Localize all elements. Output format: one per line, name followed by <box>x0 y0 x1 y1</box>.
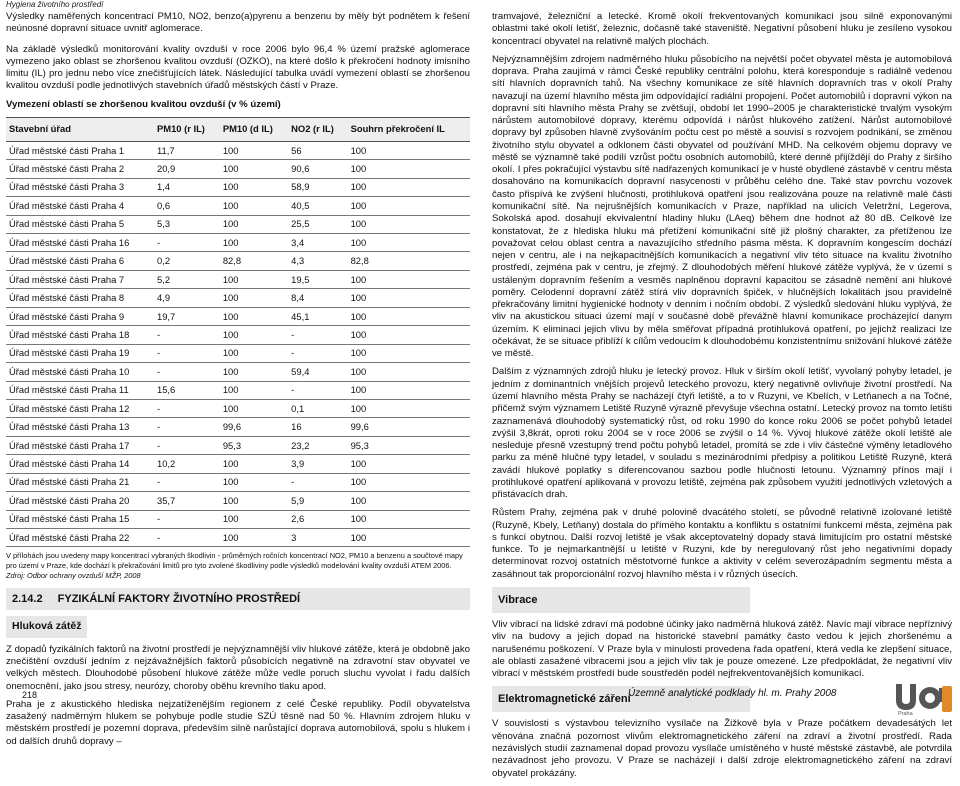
table-cell: - <box>154 529 220 547</box>
page-number: 218 <box>22 690 38 700</box>
table-cell: 100 <box>220 215 288 233</box>
table-cell: 11,7 <box>154 141 220 159</box>
table-cell: 95,3 <box>220 436 288 454</box>
table-cell: 5,9 <box>288 492 347 510</box>
table-cell: Úřad městské části Praha 19 <box>6 344 154 362</box>
table-cell: Úřad městské části Praha 7 <box>6 270 154 288</box>
table-cell: 90,6 <box>288 160 347 178</box>
table-cell: Úřad městské části Praha 13 <box>6 418 154 436</box>
table-cell: 100 <box>220 529 288 547</box>
table-cell: 100 <box>348 326 470 344</box>
table-cell: 100 <box>348 344 470 362</box>
table-cell: 35,7 <box>154 492 220 510</box>
table-cell: Úřad městské části Praha 17 <box>6 436 154 454</box>
table-row <box>6 215 470 233</box>
table-source: Zdroj: Odbor ochrany ovzduší MŽP, 2008 <box>6 570 141 580</box>
table-cell: 19,7 <box>154 307 220 325</box>
table-cell: Úřad městské části Praha 16 <box>6 234 154 252</box>
table-cell: 99,6 <box>348 418 470 436</box>
table-cell: 100 <box>220 473 288 491</box>
table-cell: 100 <box>348 492 470 510</box>
table-row <box>6 270 470 288</box>
table-cell: 3 <box>288 529 347 547</box>
intro-paragraph: Výsledky naměřených koncentrací PM10, NO2, benzo(a)pyrenu a benzenu by měly být podnětem k řešení neúnosné dopravní situace uvnitř aglomerace. <box>6 11 470 35</box>
section-title: FYZIKÁLNÍ FAKTORY ŽIVOTNÍHO PROSTŘEDÍ <box>57 593 301 606</box>
table-row <box>6 363 470 381</box>
table-cell: 100 <box>220 234 288 252</box>
table-cell: 100 <box>348 363 470 381</box>
right-paragraph-1: tramvajové, železniční a letecké. Kromě okolí frekventovaných komunikací jsou silně exponovanými oblastmi také okolí letišť, železnic, dočasně také staveniště. Negativní působení hluku je zesíleno vysokou koncentrací obyvatel na relativně malých plochách. <box>492 11 952 47</box>
table-cell: 19,5 <box>288 270 347 288</box>
table-cell: 100 <box>220 363 288 381</box>
table-cell: 95,3 <box>348 436 470 454</box>
table-cell: 100 <box>348 197 470 215</box>
table-cell: 10,2 <box>154 455 220 473</box>
noise-paragraph-2: Praha je z akustického hlediska nejzatíženějším regionem z celé České republiky. Podíl obyvatelstva zasažený nadměrným hlukem se pohybuje podle studie SZÚ těsně nad 50 %. Hlavním zdrojem hluku v městském prostředí je pozemní doprava, především silně narůstající doprava automobilová, spolu s hlukem i od dalších druhů dopravy – <box>6 698 470 747</box>
table-cell: 2,6 <box>288 510 347 528</box>
table-cell: 16 <box>288 418 347 436</box>
section-vibrace: Vibrace <box>492 587 750 613</box>
table-cell: 100 <box>348 381 470 399</box>
table-cell: Úřad městské části Praha 21 <box>6 473 154 491</box>
section-heading <box>6 588 470 610</box>
table-cell: Úřad městské části Praha 22 <box>6 529 154 547</box>
table-cell: 100 <box>220 178 288 196</box>
table-cell: Úřad městské části Praha 2 <box>6 160 154 178</box>
right-column <box>492 11 952 786</box>
table-cell: 45,1 <box>288 307 347 325</box>
table-cell: 0,2 <box>154 252 220 270</box>
table-cell: Úřad městské části Praha 6 <box>6 252 154 270</box>
table-cell: 25,5 <box>288 215 347 233</box>
table-cell: 59,4 <box>288 363 347 381</box>
table-cell: Úřad městské části Praha 9 <box>6 307 154 325</box>
table-cell: 100 <box>220 344 288 362</box>
table-cell: - <box>154 363 220 381</box>
table-row <box>6 326 470 344</box>
table-cell: Úřad městské části Praha 8 <box>6 289 154 307</box>
table-cell: 100 <box>348 399 470 417</box>
table-cell: Úřad městské části Praha 5 <box>6 215 154 233</box>
table-cell: 100 <box>348 234 470 252</box>
table-title: Vymezení oblastí se zhoršenou kvalitou ovzduší (v % území) <box>6 98 281 110</box>
table-row <box>6 381 470 399</box>
table-cell: 100 <box>348 160 470 178</box>
table-cell: 20,9 <box>154 160 220 178</box>
table-cell: Úřad městské části Praha 4 <box>6 197 154 215</box>
table-cell: - <box>154 326 220 344</box>
table-row <box>6 252 470 270</box>
right-paragraph-2: Nejvýznamnějším zdrojem nadměrného hluku působícího na největší počet obyvatel města je automobilová doprava. Praha zaujímá v rámci České republiky centrální polohu, která koresponduje s radiálně vedenou sítí hlavních dopravních tahů. Na všechny komunikace ze sítě hlavních dopravních tras v okolí Prahy navazují na území hlavního města jim odpovídající radiální propojení. Počet automobilů i dopravní výkon na dopravní síti hlavního města Prahy se zvětšují, období let 1990–2005 je charakteristické trvalým vysokým nárůstem automobilové dopravy, kterému odpovídá i nárůst hlukového zatížení. Nárůst automobilové dopravy byl způsoben hlavně zvyšováním počtu cest po městě a souvisí s rozvojem podnikání, se změnou životního stylu obyvatel a odklonem části obyvatel od používání MHD. Na celkovém objemu dopravy ve městě se významně také podílí vzrůst počtu osobních automobilů, které denně přijíždějí do Prahy z širšího okolí. I přes pokračující výstavbu sítě nadřazených komunikací je v husté obydlené zástavbě v centru města dosahováno na komunikacích dopravní nasycenosti v průběhu celého dne. Také stav povrchu vozovek často přispívá ke zvýšení hlučnosti, protihluková opatření jsou realizována pouze na relativně malé části komunikační sítě. Na nejrušnějších komunikacích v Praze, například na ulicích Veletržní, Legerova, Sokolská apod. dosahují ekvivalentní hladiny hluku (LAeq) během dne hodnot až 80 dB. Celkově lze konstatovat, že z hlediska hluku má přetížení komunikační sítě již plošný charakter, za přetíženou lze považovat celou oblast centra a navazujícího středního pásma města. K dopravním kongescím dochází nejen v centru, ale i na nejkapacitnějších komunikacích a negativní vliv této situace na kvalitu životního prostředí, zejména pak v centru, je zřejmý. Z dlouhodobých měření hlukové zátěže vyplývá, že v území s ustáleným dopravním řešením a vesměs naplněnou dopravní kapacitou se zásadně nemění ani hlukové poměry. Celodenní dopravní zátěž stírá vliv dopravních špiček, v hlučnějších lokalitách jsou pravidelně překračovány limitní hygienické hodnoty v denním i nočním období. Z výsledků sledování hluku vyplývá, že vliv na akustickou situaci území mají v současné době převážně hlavní komunikace procházející danym územím. K eliminaci jejich vlivu by měla směřovat případná protihluková opatření, po jejichž realizaci lze očekávat, že se situace přiblíží k cílům vedoucím k dlouhodobému konzistentnímu snižování hlukové zátěže ve městě. <box>492 53 952 360</box>
table-cell: 58,9 <box>288 178 347 196</box>
table-cell: 100 <box>348 455 470 473</box>
table-cell: 100 <box>348 473 470 491</box>
table-cell: 82,8 <box>348 252 470 270</box>
table-cell: 100 <box>220 270 288 288</box>
table-cell: - <box>288 326 347 344</box>
table-cell: 100 <box>220 381 288 399</box>
col-header-summary: Souhrn překročení IL <box>348 117 470 141</box>
table-cell: 5,3 <box>154 215 220 233</box>
table-row <box>6 234 470 252</box>
table-cell: - <box>154 399 220 417</box>
uap-logo <box>892 676 954 716</box>
table-cell: 56 <box>288 141 347 159</box>
table-cell: - <box>154 510 220 528</box>
table-row <box>6 141 470 159</box>
table-cell: - <box>154 234 220 252</box>
table-body <box>6 141 470 547</box>
table-cell: Úřad městské části Praha 12 <box>6 399 154 417</box>
logo-caption: Praha <box>898 711 913 717</box>
table-cell: 100 <box>220 326 288 344</box>
table-cell: 100 <box>348 270 470 288</box>
section-emz: Elektromagnetické záření <box>492 686 750 712</box>
table-cell: 4,9 <box>154 289 220 307</box>
table-row <box>6 436 470 454</box>
table-row <box>6 418 470 436</box>
table-row <box>6 455 470 473</box>
table-row <box>6 307 470 325</box>
table-cell: 100 <box>220 307 288 325</box>
table-cell: 1,4 <box>154 178 220 196</box>
table-cell: 40,5 <box>288 197 347 215</box>
right-paragraph-3: Dalším z významných zdrojů hluku je letecký provoz. Hluk v širším okolí letišť, vyvolaný pohyby letadel, je jedním z dominantních vnějších projevů leteckého provozu, který negativně ovlivňuje životní prostředí. Na území hlavního města Prahy se nacházejí čtyři letiště, a to v Ruzyni, ve Kbelích, v Letňanech a na Točné, přičemž svým významem Letiště Ruzyně výrazně převyšuje všechna ostatní. Letecký provoz na tomto letišti zaznamenává dlouhodobý systematický růst, od roku 1990 do konce roku 2006 se počet pohybů letadel zvýšil 3,8krát, oproti roku 2004 se v roce 2006 se zvýšil o 14 %. Vývoj hlukové zátěže okolí letiště ale nesleduje přesně vzestupný trend počtu pohybů letadel, promítá se zde i vliv částečné výměny letadlového parku za méně hlučné typy letadel, v souladu s mezinárodními předpisy a politikou Letiště Ruzyně, která zavádí hlukové poplatky s diferencovanou sazbou podle hlučnosti letounu. Významný přínos mají i protihlukové opatření aplikovaná v provozu letiště, zejména pak způsobem využití jednotlivých vzletových a přistávacích drah. <box>492 366 952 501</box>
emz-paragraph: V souvislosti s výstavbou televizního vysílače na Žižkově byla v Praze počátkem devadesátých let věnována značná pozornost vlivům elektromagnetického záření na zdraví a životní prostředí. Rada nezávislých studií zaznamenal dopad provozu vysílače umístěného v husté městské zástavbě, ale potvrdila nezávadnost jeho provozu. V Praze se nacházejí i další zdroje elektromagnetického záření na zdraví obyvatel prokázány. <box>492 718 952 779</box>
table-row <box>6 160 470 178</box>
table-row <box>6 529 470 547</box>
table-row <box>6 510 470 528</box>
ozko-table <box>6 117 470 548</box>
table-cell: 100 <box>220 510 288 528</box>
table-cell: - <box>154 436 220 454</box>
table-cell: 100 <box>348 510 470 528</box>
table-header-row <box>6 117 470 141</box>
noise-paragraph-1: Z dopadů fyzikálních faktorů na životní prostředí je nejvýznamnější vliv hlukové zátěže, která je obdobně jako znečištění ovzduší jedním z nejzávažnějších faktorů působících negativně na zdravotní stav obyvatel ve velkých městech. Dlouhodobé působení hlukové zátěže může vedle poruch sluchu vyvolat i řadu dalších onemocnění, jako jsou stresy, neurózy, choroby oběhu krevního tlaku apod. <box>6 643 470 692</box>
table-cell: Úřad městské části Praha 10 <box>6 363 154 381</box>
table-cell: 100 <box>348 141 470 159</box>
table-cell: Úřad městské části Praha 14 <box>6 455 154 473</box>
subsection-noise: Hluková zátěž <box>6 616 87 637</box>
col-header-no2-r: NO2 (r IL) <box>288 117 347 141</box>
table-row <box>6 289 470 307</box>
table-cell: - <box>154 473 220 491</box>
table-row <box>6 492 470 510</box>
table-cell: Úřad městské části Praha 3 <box>6 178 154 196</box>
table-cell: 0,1 <box>288 399 347 417</box>
table-cell: 3,4 <box>288 234 347 252</box>
table-cell: 100 <box>348 215 470 233</box>
table-cell: 0,6 <box>154 197 220 215</box>
table-row <box>6 197 470 215</box>
table-cell: 100 <box>220 289 288 307</box>
table-cell: 3,9 <box>288 455 347 473</box>
table-row <box>6 473 470 491</box>
table-cell: 100 <box>348 307 470 325</box>
table-cell: 100 <box>220 455 288 473</box>
table-cell: 100 <box>220 197 288 215</box>
table-cell: 82,8 <box>220 252 288 270</box>
table-cell: - <box>154 418 220 436</box>
table-cell: 100 <box>220 399 288 417</box>
table-cell: 100 <box>348 529 470 547</box>
table-cell: 15,6 <box>154 381 220 399</box>
table-cell: 99,6 <box>220 418 288 436</box>
vibrace-paragraph: Vliv vibrací na lidské zdraví má podobné účinky jako nadměrná hluková zátěž. Navíc mají vibrace nepříznivý vliv na budovy a jejich dopad na historické stavební památky často vedou k jejich zhoršenému a narušenému poškození. V Praze byla v minulosti provedena řada opatření, která vedla ke zlepšení situace, ale oblasti zasažené vibracemi jsou a jejich vliv tak je pouze omezené. Lze předpokládat, že negativní vliv vibrací v městském prostředí bude soustředěn podél nejfrekventovanějších komunikací. <box>492 619 952 680</box>
table-cell: 100 <box>220 492 288 510</box>
table-row <box>6 399 470 417</box>
table-cell: 8,4 <box>288 289 347 307</box>
col-header-pm10-d: PM10 (d IL) <box>220 117 288 141</box>
table-cell: Úřad městské části Praha 18 <box>6 326 154 344</box>
table-row <box>6 344 470 362</box>
table-cell: 5,2 <box>154 270 220 288</box>
table-cell: - <box>288 344 347 362</box>
table-cell: 23,2 <box>288 436 347 454</box>
table-cell: 100 <box>220 160 288 178</box>
table-cell: 100 <box>220 141 288 159</box>
left-column <box>6 11 470 754</box>
table-cell: - <box>288 473 347 491</box>
table-cell: Úřad městské části Praha 15 <box>6 510 154 528</box>
col-header-office: Stavební úřad <box>6 117 154 141</box>
table-cell: Úřad městské části Praha 1 <box>6 141 154 159</box>
section-number: 2.14.2 <box>12 593 43 606</box>
table-notes <box>6 551 470 580</box>
header-title: Hygiena životního prostředí <box>6 0 104 9</box>
table-cell: - <box>288 381 347 399</box>
table-cell: 100 <box>348 178 470 196</box>
right-paragraph-4: Růstem Prahy, zejména pak v druhé polovině dvacátého století, se původně relativně izolované letiště (Ruzyně, Kbely, Letňany) dostala do přímého kontaktu a konfliktu s ostatními funkcemi města, zejména pak s funkcí obytnou. Další rozvoj letiště je však akceptovatelný dopady stavá limitujícím pro ostatní městské funkce. To je nejmarkantnější u letiště v Ruzyni, kde by neregulovaný růst jeho negativními dopady determinovat rozvoj ostatních městotvorné funkce a aktivity v celém severozápadním segmentu města a zasáhnout tak proporcionální rozvoj hlavního města i v různých úsecích. <box>492 507 952 580</box>
table-cell: Úřad městské části Praha 20 <box>6 492 154 510</box>
publication-title: Územně analytické podklady hl. m. Prahy 2008 <box>628 688 837 699</box>
table-cell: Úřad městské části Praha 11 <box>6 381 154 399</box>
table-cell: 100 <box>348 289 470 307</box>
ozko-paragraph: Na základě výsledků monitorování kvality ovzduší v roce 2006 bylo 96,4 % území pražské aglomerace vymezeno jako oblast se zhoršenou kvalitou ovzduší (OZKO), na které došlo k překročení hodnoty imisního limitu (IL) pro jednu nebo více znečišťujících látek. Následující tabulka uvádí vymezení oblastí se zhoršenou kvalitou ovzduší podle jednotlivých stavebních úřadů městských částí v Praze. <box>6 43 470 92</box>
col-header-pm10-r: PM10 (r IL) <box>154 117 220 141</box>
table-note: V přílohách jsou uvedeny mapy koncentrací vybraných škodlivin - průměrných ročních koncentrací NO2, PM10 a benzenu a součtové mapy pro území v Praze, kde dochází k překračování limitů pro tyto zvolené škodliviny podle výsledků modelování kvality ovzduší ATEM 2006. <box>6 551 463 571</box>
table-cell: 4,3 <box>288 252 347 270</box>
table-cell: - <box>154 344 220 362</box>
table-row <box>6 178 470 196</box>
